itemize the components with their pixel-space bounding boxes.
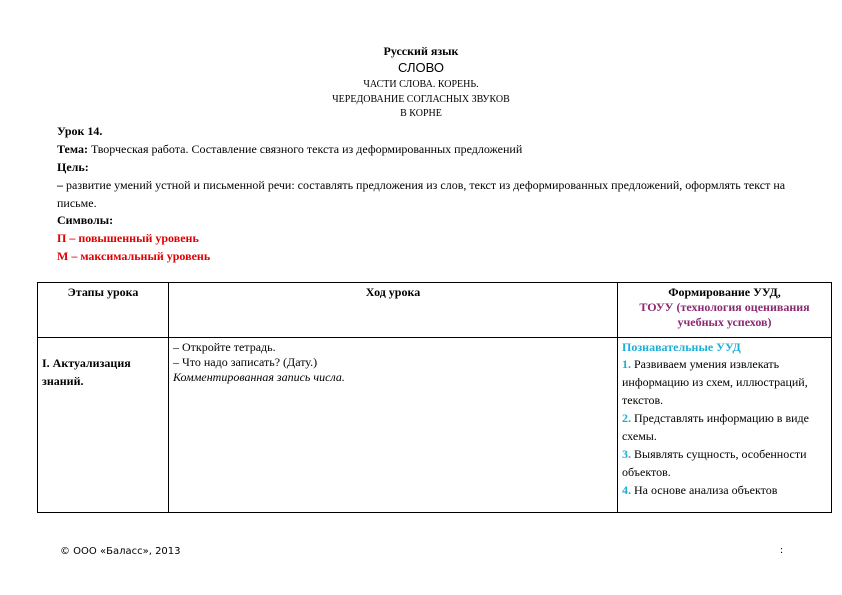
goal-dash: – xyxy=(57,178,66,192)
subject-heading: Русский язык xyxy=(383,44,459,58)
copyright-footer: © ООО «Баласс», 2013 xyxy=(60,546,181,557)
topic-text: Творческая работа. Составление связного текста из деформированных предложений xyxy=(87,142,523,156)
topic-label: Тема: xyxy=(57,142,88,156)
symbol-maximum-level: М – максимальный уровень xyxy=(57,249,211,263)
stage-cell: I. Актуализация знаний. xyxy=(38,338,169,513)
header-touu: ТОУУ (технология оценивания учебных успехов) xyxy=(639,300,810,329)
goal-text xyxy=(57,176,797,212)
symbols-label: Символы: xyxy=(57,213,114,227)
lesson-topic xyxy=(57,140,797,158)
flow-line-2: – Что надо записать? (Дату.) xyxy=(173,355,318,369)
goal-description: развитие умений устной и письменной речи: составлять предложения из слов, текст из деформированных предложений, оформлять текст на письме. xyxy=(57,178,786,210)
lesson-table xyxy=(37,282,832,513)
section-line-3: В КОРНЕ xyxy=(400,108,442,119)
flow-line-3: Комментированная запись числа. xyxy=(173,370,345,384)
uud-item: 4. На основе анализа объектов xyxy=(622,483,778,497)
header-lesson-flow: Ход урока xyxy=(169,283,618,338)
uud-item: 3. Выявлять сущность, особенности объектов. xyxy=(622,447,807,479)
header-uud-title: Формирование УУД, xyxy=(668,285,781,299)
uud-title: Познавательные УУД xyxy=(622,340,741,354)
uud-cell xyxy=(618,338,832,513)
flow-line-1: – Откройте тетрадь. xyxy=(173,340,276,354)
lesson-number: Урок 14. xyxy=(57,124,103,138)
table-header-row xyxy=(38,283,832,338)
header-stages: Этапы урока xyxy=(38,283,169,338)
table-row xyxy=(38,338,832,513)
chapter-title: СЛОВО xyxy=(398,60,444,75)
uud-item: 2. Представлять информацию в виде схемы. xyxy=(622,411,809,443)
section-line-1: ЧАСТИ СЛОВА. КОРЕНЬ. xyxy=(363,79,479,90)
goal-label: Цель: xyxy=(57,160,89,174)
section-line-2: ЧЕРЕДОВАНИЕ СОГЛАСНЫХ ЗВУКОВ xyxy=(332,94,510,105)
lesson-flow-cell xyxy=(169,338,618,513)
page-mark: : xyxy=(780,544,784,556)
uud-item: 1. Развиваем умения извлекать информацию из схем, иллюстраций, текстов. xyxy=(622,357,808,407)
symbol-advanced-level: П – повышенный уровень xyxy=(57,231,199,245)
header-uud xyxy=(618,283,832,338)
